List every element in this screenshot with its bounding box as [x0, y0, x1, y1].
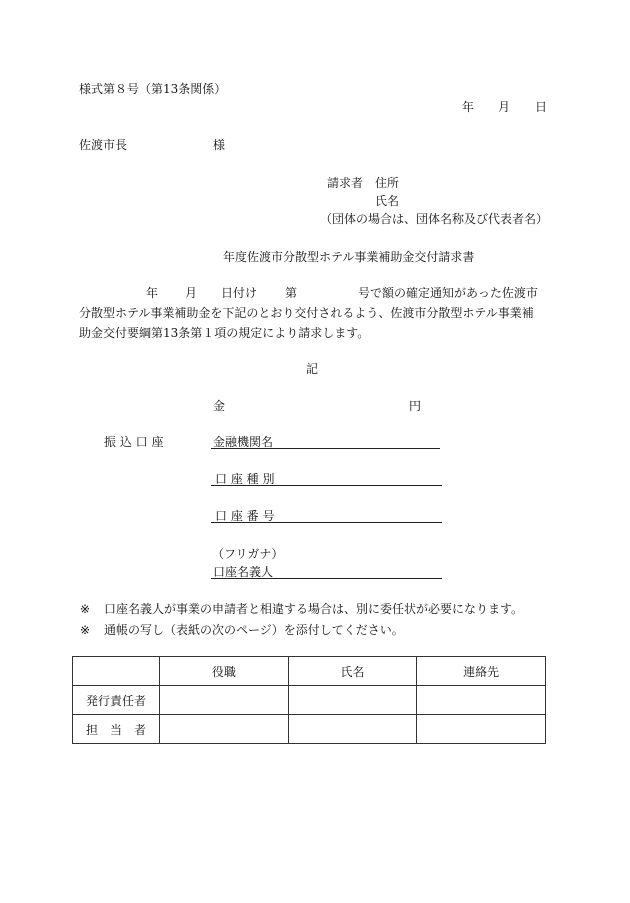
- table-row: [73, 715, 546, 744]
- note-mark: ※: [80, 623, 91, 637]
- requester-note: （団体の場合は、団体名称及び代表者名）: [320, 212, 549, 226]
- table-header-row: [73, 657, 546, 686]
- row-label-person-in-charge: 担 当 者: [73, 715, 160, 744]
- document-title: 年度佐渡市分散型ホテル事業補助金交付請求書: [223, 250, 475, 264]
- account-type-line: [211, 485, 442, 486]
- transfer-heading: 振 込 口 座: [104, 435, 164, 449]
- table-cell[interactable]: [160, 686, 289, 715]
- note-text: 口座名義人が事業の申請者と相違する場合は、別に委任状が必要になります。: [104, 602, 524, 616]
- note-text: 通帳の写し（表紙の次のページ）を添付してください。: [104, 623, 404, 637]
- date-month: 月: [498, 100, 511, 114]
- table-header-name: 氏名: [288, 657, 417, 686]
- table-cell[interactable]: [417, 686, 546, 715]
- contact-table: [72, 656, 546, 744]
- account-holder-label: 口座名義人: [213, 565, 274, 579]
- note-mark: ※: [80, 602, 91, 616]
- body-line3: 助金交付要綱第13条第１項の規定により請求します。: [79, 326, 370, 340]
- addressee-name: 佐渡市長: [79, 138, 128, 152]
- amount-unit: 円: [409, 399, 422, 413]
- furigana-label: （フリガナ）: [212, 547, 284, 561]
- bank-name-label: 金融機関名: [213, 435, 274, 449]
- table-row: [73, 686, 546, 715]
- date-year: 年: [462, 100, 475, 114]
- account-type-label: 口 座 種 別: [215, 472, 275, 486]
- requester-name-label: 氏名: [375, 194, 400, 208]
- bank-name-line: [211, 448, 440, 449]
- row-label-issuer: 発行責任者: [73, 686, 160, 715]
- table-cell[interactable]: [288, 686, 417, 715]
- body-dated: 日付け: [221, 286, 258, 300]
- addressee-honorific: 様: [213, 138, 226, 152]
- body-month: 月: [185, 286, 198, 300]
- table-header-blank: [73, 657, 160, 686]
- account-number-line: [211, 522, 442, 523]
- table-cell[interactable]: [288, 715, 417, 744]
- form-number: 様式第８号（第13条関係）: [79, 82, 227, 96]
- requester-address-label: 住所: [375, 176, 400, 190]
- table-cell[interactable]: [160, 715, 289, 744]
- body-line1-rest: 号で額の確定通知があった佐渡市: [358, 286, 538, 300]
- body-year: 年: [146, 286, 159, 300]
- table-header-position: 役職: [160, 657, 289, 686]
- body-number-prefix: 第: [285, 286, 298, 300]
- requester-label: 請求者: [327, 176, 364, 190]
- body-line2: 分散型ホテル事業補助金を下記のとおり交付されるよう、佐渡市分散型ホテル事業補: [79, 306, 534, 320]
- table-header-contact: 連絡先: [417, 657, 546, 686]
- account-number-label: 口 座 番 号: [215, 509, 275, 523]
- date-day: 日: [535, 100, 548, 114]
- table-cell[interactable]: [417, 715, 546, 744]
- account-holder-line: [211, 578, 442, 579]
- amount-label: 金: [213, 399, 226, 413]
- ki-heading: 記: [306, 362, 319, 376]
